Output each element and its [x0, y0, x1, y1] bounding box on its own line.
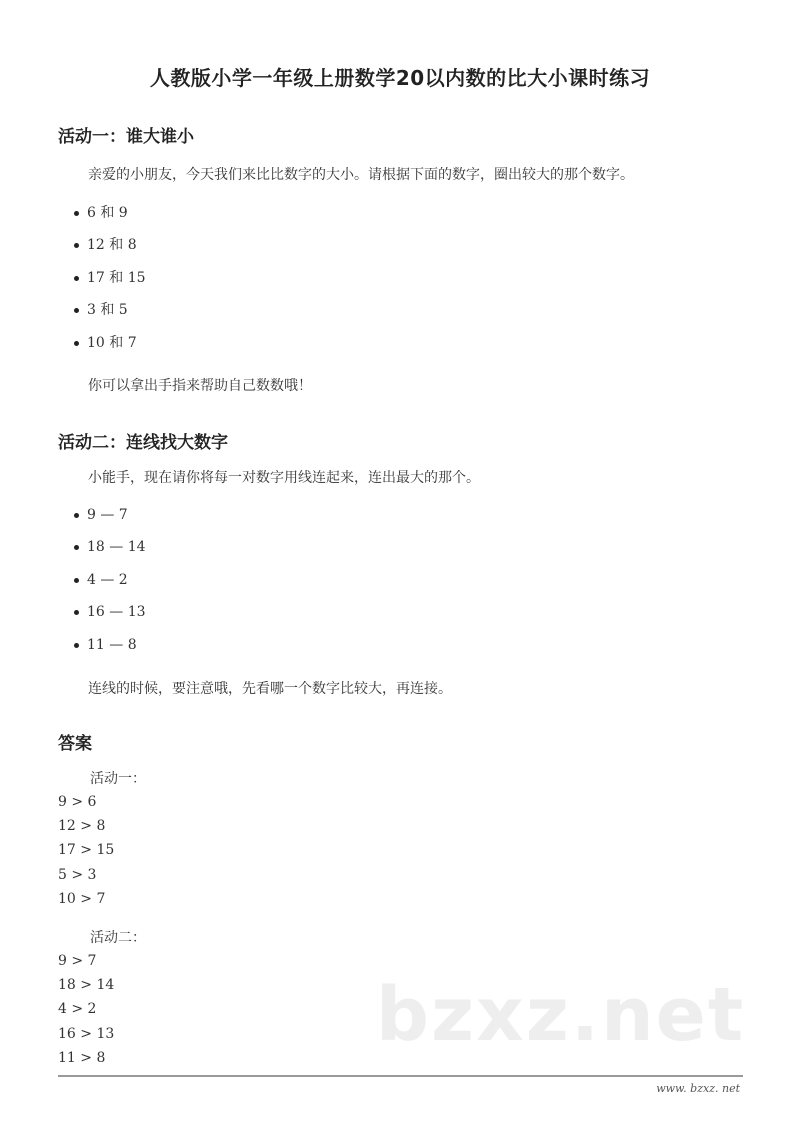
page-title: 人教版小学一年级上册数学20以内数的比大小课时练习 [149, 66, 651, 90]
footer-url: www. bzxz. net [656, 1082, 740, 1095]
bullet-icon [74, 545, 79, 550]
list-item: 17 和 15 [74, 268, 146, 300]
list-item: 12 和 8 [74, 235, 146, 267]
bullet-icon [74, 276, 79, 281]
bullet-icon [74, 610, 79, 615]
activity1-heading: 活动一：谁大谁小 [58, 127, 194, 147]
bullet-icon [74, 643, 79, 648]
answers-activity1-label: 活动一： [90, 771, 146, 787]
list-item: 3 和 5 [74, 300, 146, 332]
answers-activity2-list [58, 951, 114, 1072]
answers-activity2-label: 活动二： [90, 930, 146, 946]
list-item: 6 和 9 [74, 203, 146, 235]
answer-item: 9 > 6 [58, 794, 97, 810]
list-item: 16 — 13 [74, 602, 146, 634]
bullet-icon [74, 243, 79, 248]
activity1-list [74, 203, 146, 365]
activity1-intro: 亲爱的小朋友，今天我们来比比数字的大小。请根据下面的数字，圈出较大的那个数字。 [88, 167, 634, 183]
list-item: 10 和 7 [74, 333, 146, 365]
answer-item: 16 > 13 [58, 1025, 115, 1042]
answer-item: 12 > 8 [58, 818, 106, 835]
bullet-icon [74, 513, 79, 518]
list-item: 11 — 8 [74, 635, 146, 667]
activity2-intro: 小能手，现在请你将每一对数字用线连起来，连出最大的那个。 [88, 470, 480, 486]
answer-item: 9 > 7 [58, 953, 97, 969]
watermark: bzxz.net [376, 972, 746, 1058]
activity1-tip: 你可以拿出手指来帮助自己数数哦！ [88, 378, 312, 394]
bullet-icon [74, 578, 79, 583]
answer-item: 11 > 8 [58, 1049, 106, 1066]
answer-item: 17 > 15 [58, 842, 115, 859]
list-item: 9 — 7 [74, 505, 146, 537]
bullet-icon [74, 308, 79, 313]
answer-item: 5 > 3 [58, 866, 97, 883]
activity2-heading: 活动二：连线找大数字 [58, 433, 228, 453]
answers-heading: 答案 [58, 734, 92, 754]
activity2-list [74, 505, 146, 667]
list-item: 18 — 14 [74, 537, 146, 569]
footer-divider [58, 1075, 743, 1077]
bullet-icon [74, 341, 79, 346]
activity2-tip: 连线的时候，要注意哦，先看哪一个数字比较大，再连接。 [88, 681, 452, 697]
answer-item: 10 > 7 [58, 890, 106, 907]
answer-item: 4 > 2 [58, 1001, 97, 1018]
answers-activity1-list [58, 792, 114, 913]
list-item: 4 — 2 [74, 570, 146, 602]
answer-item: 18 > 14 [58, 977, 115, 994]
bullet-icon [74, 211, 79, 216]
